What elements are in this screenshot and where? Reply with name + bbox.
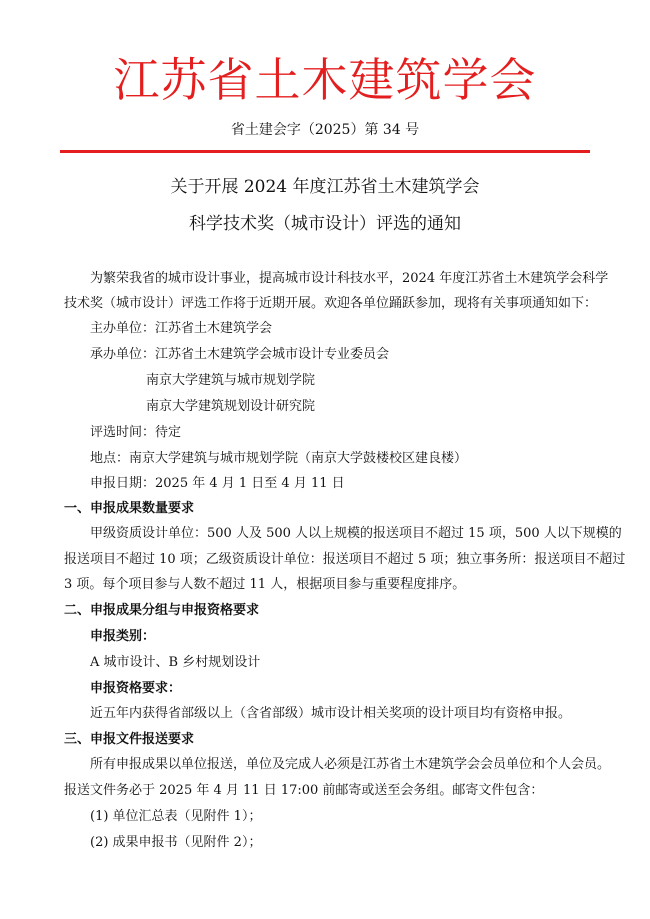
section-1-heading: 一、申报成果数量要求	[64, 501, 195, 516]
section-1-line-2: 报送项目不超过 10 项；乙级资质设计单位：报送项目不超过 5 项；独立事务所：报送项目不超过	[64, 552, 626, 567]
issuing-organization-title: 江苏省土木建筑学会	[113, 53, 537, 107]
section-2-qualification: 近五年内获得省部级以上（含省部级）城市设计相关奖项的设计项目均有资格申报。	[90, 706, 572, 721]
section-3-line-2: 报送文件务必于 2025 年 4 月 11 日 17:00 前邮寄或送至会务组。邮寄文件包含：	[64, 783, 544, 798]
organizer-unit-line-3: 南京大学建筑规划设计研究院	[146, 399, 316, 414]
section-1-line-3: 3 项。每个项目参与人数不超过 11 人，根据项目参与重要程度排序。	[64, 577, 466, 592]
section-3-item-1: (1) 单位汇总表（见附件 1）；	[90, 809, 262, 824]
section-2-heading: 二、申报成果分组与申报资格要求	[64, 603, 260, 618]
organizer-unit-line-1: 承办单位：江苏省土木建筑学会城市设计专业委员会	[90, 347, 390, 362]
section-3-item-2: (2) 成果申报书（见附件 2）；	[90, 835, 262, 850]
intro-paragraph-line-1: 为繁荣我省的城市设计事业，提高城市设计科技水平，2024 年度江苏省土木建筑学会科学	[90, 271, 609, 286]
host-unit: 主办单位：江苏省土木建筑学会	[90, 321, 273, 336]
section-1-line-1: 甲级资质设计单位：500 人及 500 人以上规模的报送项目不超过 15 项，500 人以下规模的	[90, 526, 622, 541]
application-dates: 申报日期：2025 年 4 月 1 日至 4 月 11 日	[90, 476, 345, 491]
header-red-rule	[60, 150, 590, 153]
section-2-subheading-categories: 申报类别：	[90, 629, 156, 644]
notice-title-line-1: 关于开展 2024 年度江苏省土木建筑学会	[170, 177, 480, 197]
notice-title-line-2: 科学技术奖（城市设计）评选的通知	[189, 214, 461, 234]
intro-paragraph-line-2: 技术奖（城市设计）评选工作将于近期开展。欢迎各单位踊跃参加，现将有关事项通知如下：	[64, 296, 598, 311]
organizer-unit-line-2: 南京大学建筑与城市规划学院	[146, 373, 316, 388]
review-time: 评选时间：待定	[90, 425, 182, 440]
document-number: 省土建会字（2025）第 34 号	[230, 122, 420, 138]
section-3-heading: 三、申报文件报送要求	[64, 732, 195, 747]
section-2-subheading-qualification: 申报资格要求：	[90, 681, 182, 696]
section-2-categories: A 城市设计、B 乡村规划设计	[90, 655, 261, 670]
section-3-line-1: 所有申报成果以单位报送，单位及完成人必须是江苏省土木建筑学会会员单位和个人会员。	[90, 757, 611, 772]
venue-location: 地点：南京大学建筑与城市规划学院（南京大学鼓楼校区建良楼）	[90, 451, 468, 466]
